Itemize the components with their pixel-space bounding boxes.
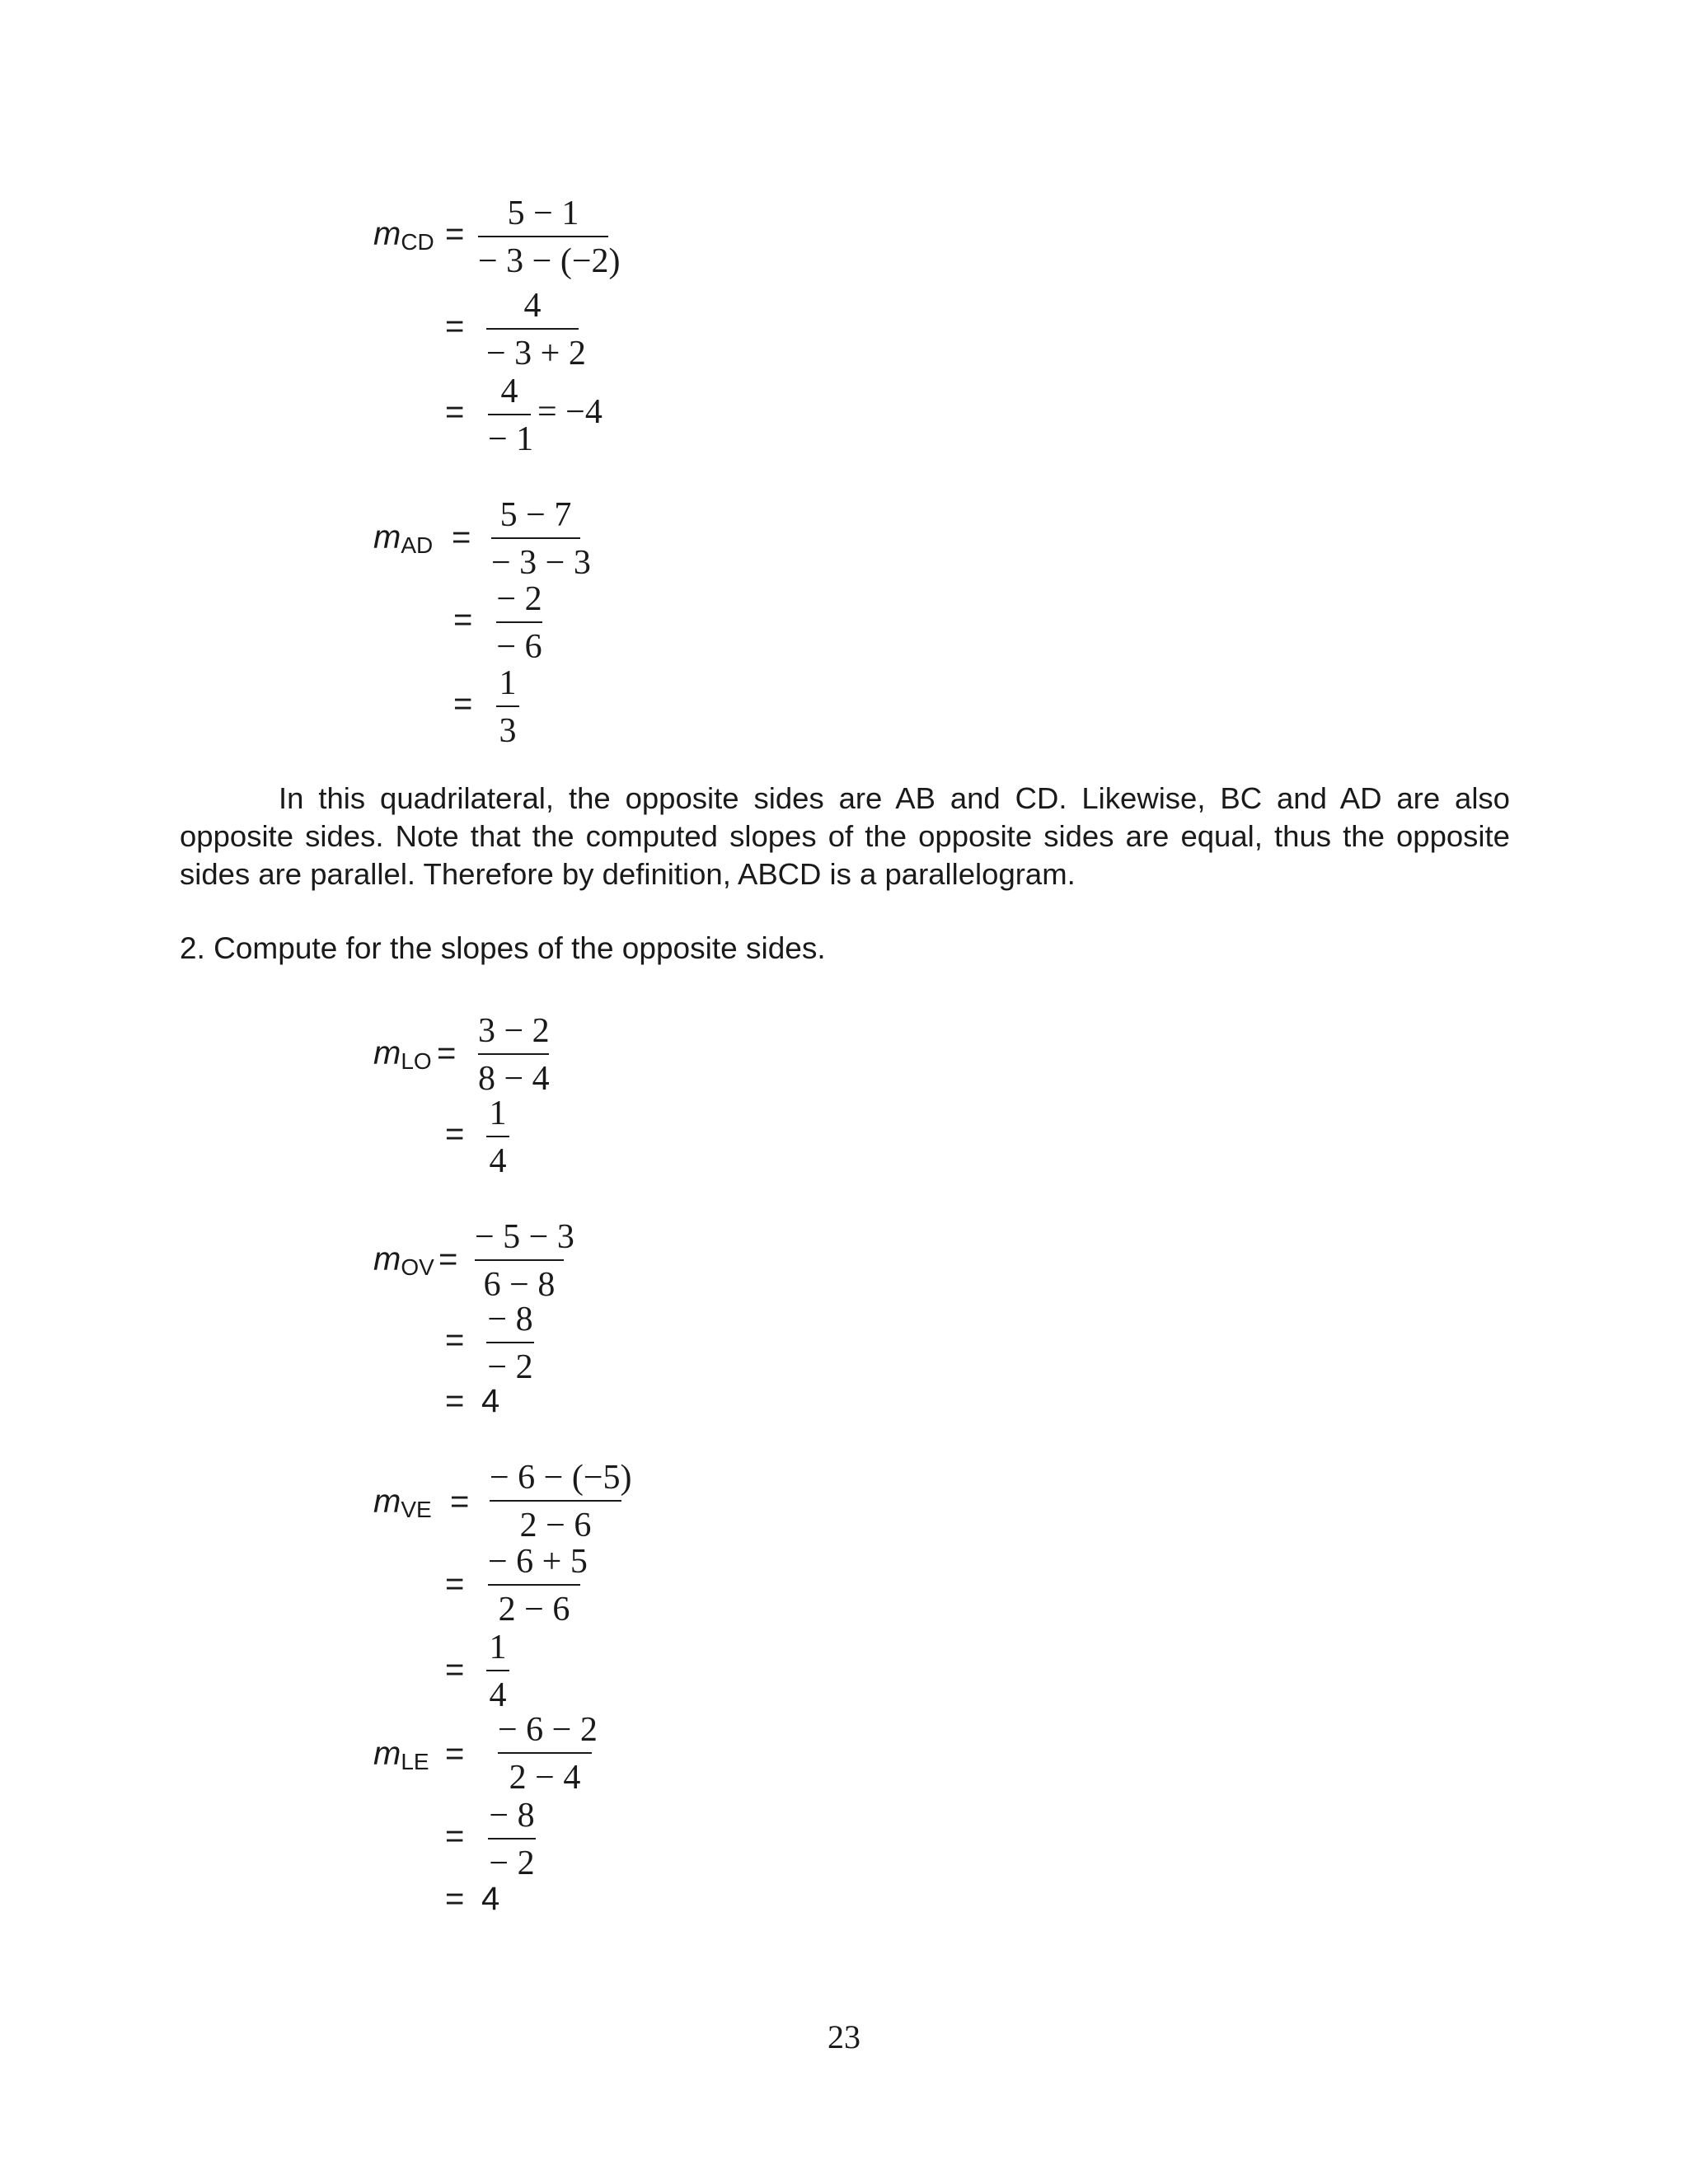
equals-sign: = (453, 686, 473, 722)
equals-sign: = (445, 1736, 465, 1772)
result-value: 4 (481, 1383, 500, 1419)
equals-sign: = (445, 308, 465, 344)
numerator: 1 (489, 1094, 507, 1132)
denominator: − 1 (488, 420, 534, 458)
denominator: − 3 − 3 (491, 544, 591, 582)
slope-label-ve: mVE (373, 1483, 432, 1522)
result-value: = −4 (537, 393, 603, 431)
fraction-bar (475, 1259, 564, 1261)
denominator: 4 (489, 1676, 507, 1714)
fraction-bar (478, 236, 608, 237)
fraction-bar (488, 1584, 580, 1586)
equals-sign: = (445, 394, 465, 430)
numerator: 4 (523, 287, 542, 325)
fraction-bar (486, 1670, 509, 1671)
equals-sign: = (445, 1383, 465, 1419)
numerator: − 2 (496, 580, 542, 618)
denominator: − 6 (496, 628, 542, 666)
fraction (498, 1711, 598, 1797)
numerator: 5 − 7 (499, 496, 572, 534)
fraction (488, 1798, 536, 1881)
fraction-bar (486, 328, 579, 330)
fraction (491, 496, 591, 582)
numerator: − 5 − 3 (475, 1218, 574, 1256)
fraction (486, 1630, 509, 1713)
denominator: 2 − 6 (519, 1507, 592, 1544)
denominator: 4 (489, 1142, 507, 1180)
equals-sign: = (453, 602, 473, 638)
slope-label-ov: mOV (373, 1241, 434, 1280)
fraction-bar (498, 1752, 592, 1754)
equals-sign: = (450, 1483, 470, 1520)
fraction-bar (491, 537, 580, 539)
fraction (488, 373, 534, 458)
numerator: − 8 (487, 1301, 533, 1338)
fraction (475, 1218, 574, 1304)
equals-sign: = (445, 216, 465, 252)
result-value: 4 (481, 1881, 500, 1917)
slope-label-le: mLE (373, 1736, 429, 1774)
fraction-bar (496, 705, 519, 707)
explanation-paragraph: In this quadrilateral, the opposite sides are AB and CD. Likewise, BC and AD are also opposite sides. Note that the computed slopes of the opposite sides are equal, thus the opposite sides are parallel. Therefore by definition, ABCD is a parallelogram. (180, 781, 1510, 891)
denominator: − 2 (487, 1348, 533, 1386)
slope-label-lo: mLO (373, 1035, 432, 1074)
fraction-bar (486, 1342, 534, 1343)
equals-sign: = (445, 1818, 465, 1854)
fraction-bar (488, 414, 531, 415)
equals-sign: = (445, 1652, 465, 1688)
fraction (486, 1096, 509, 1179)
numerator: − 6 − 2 (498, 1711, 598, 1749)
fraction (478, 194, 621, 280)
numerator: 5 − 1 (507, 194, 579, 232)
denominator: − 3 + 2 (486, 335, 586, 373)
section-heading: 2. Compute for the slopes of the opposite sides. (180, 931, 826, 965)
numerator: 1 (499, 664, 517, 702)
equals-sign: = (438, 1241, 458, 1277)
fraction (490, 1459, 632, 1544)
equals-sign: = (452, 519, 471, 555)
fraction (488, 1543, 588, 1629)
page-number: 23 (828, 2018, 860, 2055)
slope-label-ad: mAD (373, 519, 434, 558)
denominator: − 2 (489, 1844, 535, 1882)
fraction (478, 1014, 549, 1096)
fraction-bar (478, 1053, 549, 1055)
numerator: 1 (489, 1629, 507, 1666)
denominator: 2 − 4 (509, 1759, 581, 1797)
equals-sign: = (445, 1322, 465, 1358)
fraction (496, 666, 519, 748)
numerator: 3 − 2 (478, 1012, 550, 1050)
equals-sign: = (445, 1566, 465, 1602)
denominator: 8 − 4 (478, 1060, 550, 1098)
slope-label-cd: mCD (373, 216, 434, 255)
numerator: − 6 − (−5) (490, 1459, 632, 1497)
fraction-bar (490, 1500, 621, 1502)
equals-sign: = (437, 1035, 457, 1071)
fraction-bar (486, 1136, 509, 1137)
numerator: − 6 + 5 (488, 1543, 588, 1581)
fraction-bar (488, 1838, 536, 1840)
fraction (496, 582, 542, 664)
equals-sign: = (445, 1116, 465, 1152)
denominator: − 3 − (−2) (478, 242, 621, 280)
fraction (486, 287, 586, 373)
denominator: 3 (499, 712, 517, 750)
equals-sign: = (445, 1881, 465, 1917)
fraction-bar (496, 621, 542, 623)
denominator: 6 − 8 (483, 1266, 556, 1304)
numerator: 4 (500, 373, 518, 410)
numerator: − 8 (489, 1797, 535, 1835)
denominator: 2 − 6 (498, 1591, 570, 1629)
fraction (486, 1302, 534, 1385)
